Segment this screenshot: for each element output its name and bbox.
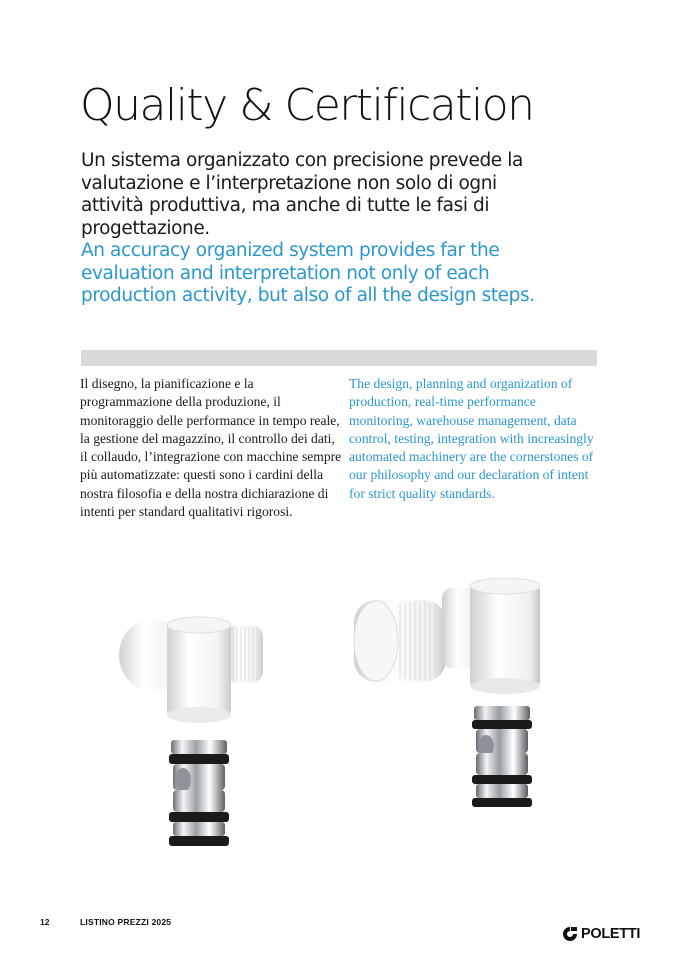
valve-body-with-chrome-connector-icon — [115, 605, 275, 855]
section-divider-bar — [81, 350, 597, 366]
body-text-english — [349, 375, 599, 503]
body-italian-paragraph: Il disegno, la pianificazione e la programmazione della produzione, il monitoraggio delle performance in tempo reale, la gestione del magazzino, il controllo dei dati, il collaudo, l’integrazione con macchine sempre più automatizzate: questi sono i cardini della nostra filosofia e della nostra dichiarazione di intenti per standard qualitativi rigorosi. — [80, 376, 342, 520]
page-title: Quality & Certification — [80, 80, 534, 131]
intro-english: An accuracy organized system provides far the evaluation and interpretation not only of each production activity, but also of all the design steps. — [81, 240, 535, 306]
footer-label: LISTINO PREZZI 2025 — [80, 917, 172, 927]
intro-italian: Un sistema organizzato con precisione prevede la valutazione e l’interpretazione non solo di ogni attività produttiva, ma anche di tutte le fasi di progettazione. — [81, 150, 523, 239]
intro-block — [81, 150, 551, 308]
poletti-mark-icon — [562, 926, 578, 942]
poletti-logo — [562, 925, 640, 943]
brand-name: POLETTI — [581, 926, 641, 942]
body-text-italian — [80, 375, 342, 521]
body-english-paragraph: The design, planning and organization of production, real-time performance monitoring, warehouse management, data control, testing, integration with increasingly automated machinery are the cornerstones of our philosophy and our declaration of intent for strict quality standards. — [349, 376, 594, 501]
angle-valve-with-chrome-connector-icon — [350, 578, 550, 823]
page-number: 12 — [40, 917, 50, 927]
